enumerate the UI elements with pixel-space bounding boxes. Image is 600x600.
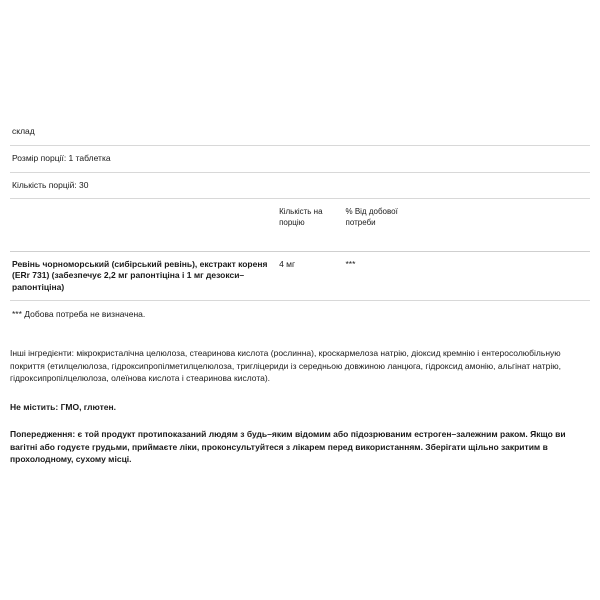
column-header-pad <box>408 199 590 252</box>
column-header-daily-value: % Від добової потреби <box>343 199 407 252</box>
table-row-serving-size <box>10 146 590 172</box>
ingredient-name: Ревінь чорноморський (сибірський ревінь), екстракт кореня (ERr 731) (забезпечує 2,2 мг рапонтіціна і 1 мг дезокси–рапонтіціна) <box>10 252 277 301</box>
serving-size-spacer-amount <box>277 146 343 172</box>
daily-value-footnote: *** Добова потреба не визначена. <box>10 301 590 331</box>
serving-size-text: Розмір порції: 1 таблетка <box>10 146 277 172</box>
ingredient-daily-value: *** <box>343 252 407 301</box>
table-row-footnote <box>10 301 590 331</box>
label-content <box>10 124 590 466</box>
title-spacer-amount <box>277 124 343 146</box>
warning-text: Попередження: є той продукт протипоказаний людям з будь–яким відомим або підозрюваним естроген–залежним раком. Якщо ви вагітні або годуєте грудьми, приймаєте ліки, проконсультуйтеся з лікарем перед використанням. Зберігати щільно закритим в прохолодному, сухому місці. <box>10 428 566 465</box>
title-spacer-dv <box>343 124 407 146</box>
supplement-facts-table <box>10 124 590 331</box>
column-header-amount: Кількість на порцію <box>277 199 343 252</box>
label-title: склад <box>12 126 35 136</box>
ingredient-amount: 4 мг <box>277 252 343 301</box>
serving-size-spacer-pad <box>408 146 590 172</box>
servings-per-container-text: Кількість порцій: 30 <box>10 172 277 198</box>
other-ingredients-text: Інші інгредієнти: мікрокристалічна целюлоза, стеаринова кислота (рослинна), кроскармелоза натрію, діоксид кремнію і ентеросолюбільную покриття (етилцелюлоза, гідроксипропілметилцелюлоза, тригліцериди із середньою довжиною ланцюга, гідроксид амонію, альгінат натрію, гідроксипропілцелюлоза, олеїнова кислота і стеаринова кислота). <box>10 347 561 384</box>
servings-spacer-pad <box>408 172 590 198</box>
table-row-title <box>10 124 590 146</box>
table-row-servings-per-container <box>10 172 590 198</box>
table-header-row <box>10 199 590 252</box>
serving-size-spacer-dv <box>343 146 407 172</box>
ingredient-pad <box>408 252 590 301</box>
title-spacer-pad <box>408 124 590 146</box>
servings-spacer-amount <box>277 172 343 198</box>
table-row <box>10 252 590 301</box>
free-from-text: Не містить: ГМО, глютен. <box>10 402 116 413</box>
servings-spacer-dv <box>343 172 407 198</box>
column-header-name <box>10 199 277 252</box>
